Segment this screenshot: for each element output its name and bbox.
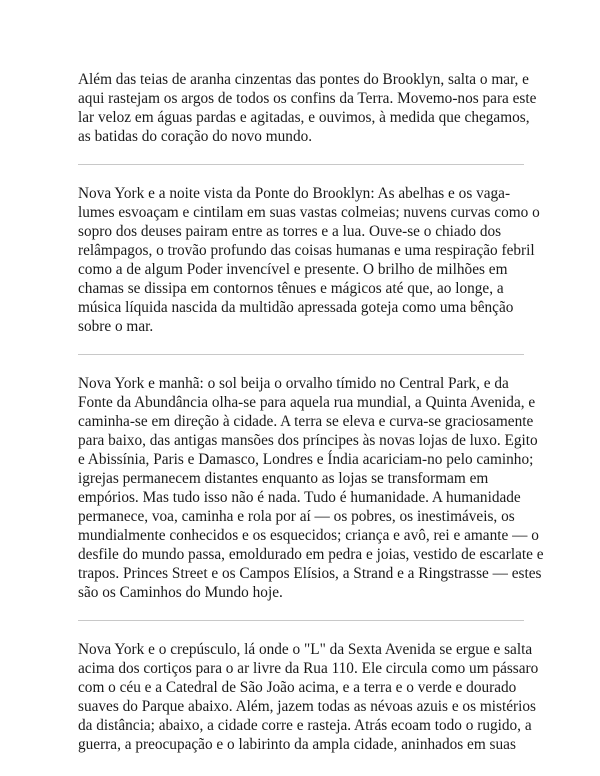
text-line: as batidas do coração do novo mundo.	[78, 128, 313, 145]
document-page	[78, 70, 544, 754]
text-line: desfile do mundo passa, emoldurado em pedra e joias, vestido de escarlate e	[78, 546, 544, 563]
paragraph-night-bridge	[78, 184, 540, 336]
text-line: música líquida nascida da multidão apressada goteja como uma bênção	[78, 299, 514, 316]
text-line: igrejas permanecem distantes enquanto as lojas se transformam em	[78, 470, 489, 487]
text-line: sobre o mar.	[78, 318, 154, 335]
text-line: lar veloz em águas pardas e agitadas, e ouvimos, à medida que chegamos,	[78, 109, 530, 126]
text-line: Nova York e o crepúsculo, lá onde o "L" da Sexta Avenida se ergue e salta	[78, 641, 533, 658]
text-line: aqui rastejam os argos de todos os confins da Terra. Movemo-nos para este	[78, 90, 537, 107]
text-line: acima dos cortiços para o ar livre da Rua 110. Ele circula como um pássaro	[78, 660, 539, 677]
text-line: permanece, voa, caminha e rola por aí — os pobres, os inestimáveis, os	[78, 508, 515, 525]
text-line: guerra, a preocupação e o labirinto da ampla cidade, aninhados em suas	[78, 736, 516, 753]
text-line: e Abissínia, Paris e Damasco, Londres e Índia acariciam-no pelo caminho;	[78, 451, 534, 468]
text-line: são os Caminhos do Mundo hoje.	[78, 584, 283, 601]
text-line: mundialmente conhecidos e os esquecidos; criança e avô, rei e amante — o	[78, 527, 539, 544]
text-line: caminha-se em direção à cidade. A terra se eleva e curva-se graciosamente	[78, 413, 534, 430]
text-line: relâmpagos, o trovão profundo das coisas humanas e uma respiração febril	[78, 242, 535, 259]
section-divider	[78, 164, 524, 165]
paragraph-twilight	[78, 640, 539, 754]
paragraph-brooklyn-sea	[78, 70, 537, 146]
text-line: da distância; abaixo, a cidade corre e rasteja. Atrás ecoam todo o rugido, a	[78, 717, 532, 734]
text-line: como a de algum Poder invencível e presente. O brilho de milhões em	[78, 261, 508, 278]
section-divider	[78, 620, 524, 621]
paragraph-morning	[78, 374, 544, 602]
text-line: lumes esvoaçam e cintilam em suas vastas colmeias; nuvens curvas como o	[78, 204, 540, 221]
text-line: suaves do Parque abaixo. Além, jazem todas as névoas azuis e os mistérios	[78, 698, 536, 715]
text-line: sopro dos deuses pairam entre as torres e a lua. Ouve-se o chiado dos	[78, 223, 502, 240]
text-line: Nova York e manhã: o sol beija o orvalho tímido no Central Park, e da	[78, 375, 509, 392]
text-line: chamas se dissipa em contornos tênues e mágicos até que, ao longe, a	[78, 280, 504, 297]
text-line: Fonte da Abundância olha-se para aquela rua mundial, a Quinta Avenida, e	[78, 394, 536, 411]
text-line: Além das teias de aranha cinzentas das pontes do Brooklyn, salta o mar, e	[78, 71, 529, 88]
text-line: para baixo, das antigas mansões dos príncipes às novas lojas de luxo. Egito	[78, 432, 538, 449]
text-line: trapos. Princes Street e os Campos Elísios, a Strand e a Ringstrasse — estes	[78, 565, 542, 582]
section-divider	[78, 354, 524, 355]
text-line: com o céu e a Catedral de São João acima, e a terra e o verde e dourado	[78, 679, 517, 696]
text-line: empórios. Mas tudo isso não é nada. Tudo é humanidade. A humanidade	[78, 489, 521, 506]
text-line: Nova York e a noite vista da Ponte do Brooklyn: As abelhas e os vaga-	[78, 185, 511, 202]
